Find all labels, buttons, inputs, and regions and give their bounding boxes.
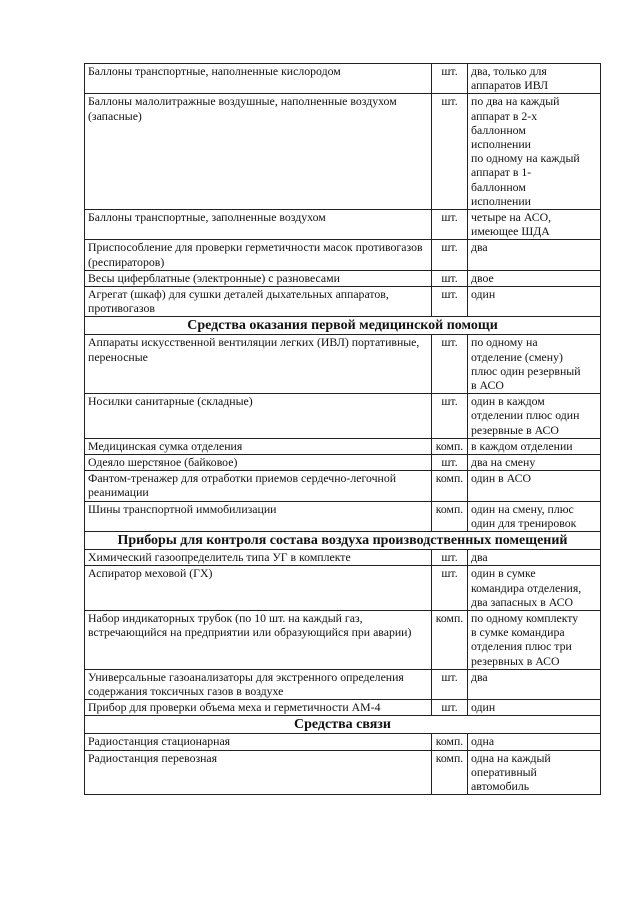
item-quantity-line: резервные в АСО (471, 422, 559, 437)
item-quantity (468, 734, 601, 750)
item-unit: шт. (432, 455, 468, 471)
item-quantity-line: по одному на каждый (471, 151, 580, 166)
item-quantity (468, 94, 601, 210)
table-row (85, 501, 601, 531)
item-quantity (468, 287, 601, 317)
item-unit: шт. (432, 394, 468, 439)
table-row (85, 734, 601, 750)
table-row (85, 550, 601, 566)
table-row (85, 471, 601, 501)
item-quantity (468, 210, 601, 240)
item-quantity (468, 610, 601, 669)
item-quantity-line: два (471, 240, 488, 255)
item-unit: шт. (432, 287, 468, 317)
item-quantity (468, 669, 601, 699)
item-quantity-line: два на смену (471, 455, 536, 470)
table-row (85, 566, 601, 611)
item-quantity-line: два запасных в АСО (471, 594, 574, 609)
table-row (85, 210, 601, 240)
item-name: Универсальные газоанализаторы для экстренного определения содержания токсичных газов в воздухе (85, 669, 432, 699)
item-quantity-line: четыре на АСО, (471, 210, 552, 225)
item-unit: шт. (432, 240, 468, 270)
item-quantity-line: исполнении (471, 193, 531, 208)
item-quantity-line: два, только для (471, 64, 547, 78)
item-quantity (468, 64, 601, 94)
item-name: Радиостанция перевозная (85, 750, 432, 795)
item-unit: шт. (432, 270, 468, 286)
item-unit: комп. (432, 750, 468, 795)
item-name: Аспиратор меховой (ГХ) (85, 566, 432, 611)
item-unit: комп. (432, 734, 468, 750)
item-unit: шт. (432, 94, 468, 210)
item-quantity (468, 471, 601, 501)
item-quantity (468, 335, 601, 394)
item-quantity-line: по одному комплекту (471, 610, 579, 625)
item-quantity-line: аппарат в 2-х (471, 108, 538, 123)
table-row (85, 270, 601, 286)
item-quantity (468, 394, 601, 439)
item-unit: шт. (432, 566, 468, 611)
item-name: Шины транспортной иммобилизации (85, 501, 432, 531)
item-quantity-line: двое (471, 270, 494, 285)
item-quantity-line: аппаратов ИВЛ (471, 78, 549, 93)
item-quantity (468, 438, 601, 454)
item-quantity-line: два (471, 669, 488, 684)
equipment-table (84, 63, 601, 795)
section-title: Средства связи (85, 716, 601, 734)
item-quantity-line: отделение (смену) (471, 349, 563, 364)
item-unit: шт. (432, 64, 468, 94)
item-unit: комп. (432, 471, 468, 501)
item-name: Прибор для проверки объема меха и герметичности АМ-4 (85, 700, 432, 716)
section-title: Средства оказания первой медицинской помощи (85, 317, 601, 335)
item-quantity-line: один в каждом (471, 394, 545, 409)
item-name: Агрегат (шкаф) для сушки деталей дыхательных аппаратов, противогазов (85, 287, 432, 317)
item-quantity-line: командира отделения, (471, 580, 582, 595)
item-quantity-line: один для тренировок (471, 515, 577, 530)
table-row (85, 394, 601, 439)
table-row (85, 335, 601, 394)
item-name: Набор индикаторных трубок (по 10 шт. на каждый газ, встречающийся на предприятии или образующийся при аварии) (85, 610, 432, 669)
section-title: Приборы для контроля состава воздуха производственных помещений (85, 532, 601, 550)
item-quantity-line: в каждом отделении (471, 438, 573, 453)
section-header-row (85, 532, 601, 550)
table-row (85, 700, 601, 716)
item-quantity-line: один в АСО (471, 471, 531, 486)
table-row (85, 94, 601, 210)
item-quantity (468, 700, 601, 716)
item-name: Баллоны транспортные, заполненные воздухом (85, 210, 432, 240)
item-name: Носилки санитарные (складные) (85, 394, 432, 439)
item-name: Химический газоопределитель типа УГ в комплекте (85, 550, 432, 566)
item-unit: комп. (432, 438, 468, 454)
table-row (85, 669, 601, 699)
item-quantity-line: одна на каждый (471, 750, 551, 765)
item-unit: шт. (432, 335, 468, 394)
item-name: Баллоны транспортные, наполненные кислородом (85, 64, 432, 94)
table-row (85, 750, 601, 795)
table-row (85, 455, 601, 471)
item-name: Фантом-тренажер для отработки приемов сердечно-легочной реанимации (85, 471, 432, 501)
item-quantity (468, 270, 601, 286)
item-name: Баллоны малолитражные воздушные, наполненные воздухом (запасные) (85, 94, 432, 210)
item-quantity-line: в АСО (471, 378, 504, 393)
table-row (85, 64, 601, 94)
item-quantity-line: автомобиль (471, 778, 530, 793)
item-quantity-line: аппарат в 1- (471, 165, 532, 180)
item-unit: шт. (432, 700, 468, 716)
item-unit: комп. (432, 610, 468, 669)
item-quantity (468, 550, 601, 566)
item-quantity (468, 501, 601, 531)
table-row (85, 610, 601, 669)
item-quantity-line: один на смену, плюс (471, 501, 574, 516)
section-header-row (85, 716, 601, 734)
item-quantity-line: отделении плюс один (471, 408, 580, 423)
table-row (85, 240, 601, 270)
item-quantity-line: по два на каждый (471, 94, 560, 109)
equipment-table-body (85, 64, 601, 795)
item-quantity-line: резервных в АСО (471, 653, 560, 668)
table-row (85, 438, 601, 454)
item-quantity-line: исполнении (471, 137, 531, 152)
table-row (85, 287, 601, 317)
item-quantity-line: отделения плюс три (471, 639, 572, 654)
item-name: Приспособление для проверки герметичности масок противогазов (респираторов) (85, 240, 432, 270)
item-name: Аппараты искусственной вентиляции легких (ИВЛ) портативные, переносные (85, 335, 432, 394)
item-name: Весы циферблатные (электронные) с разновесами (85, 270, 432, 286)
item-quantity-line: один (471, 700, 496, 715)
item-quantity-line: баллонном (471, 122, 526, 137)
item-quantity (468, 240, 601, 270)
item-quantity-line: два (471, 550, 488, 565)
item-quantity-line: один в сумке (471, 566, 536, 581)
item-quantity-line: имеющее ШДА (471, 224, 550, 239)
item-quantity (468, 455, 601, 471)
item-name: Медицинская сумка отделения (85, 438, 432, 454)
section-header-row (85, 317, 601, 335)
item-name: Радиостанция стационарная (85, 734, 432, 750)
item-quantity-line: одна (471, 734, 495, 749)
item-quantity-line: плюс один резервный (471, 363, 581, 378)
item-quantity-line: оперативный (471, 764, 537, 779)
item-quantity-line: по одному на (471, 335, 538, 350)
item-unit: комп. (432, 501, 468, 531)
item-quantity (468, 566, 601, 611)
item-unit: шт. (432, 210, 468, 240)
item-name: Одеяло шерстяное (байковое) (85, 455, 432, 471)
item-quantity-line: баллонном (471, 179, 526, 194)
item-quantity-line: в сумке командира (471, 625, 565, 640)
item-quantity (468, 750, 601, 795)
item-unit: шт. (432, 550, 468, 566)
item-quantity-line: один (471, 287, 496, 302)
item-unit: шт. (432, 669, 468, 699)
